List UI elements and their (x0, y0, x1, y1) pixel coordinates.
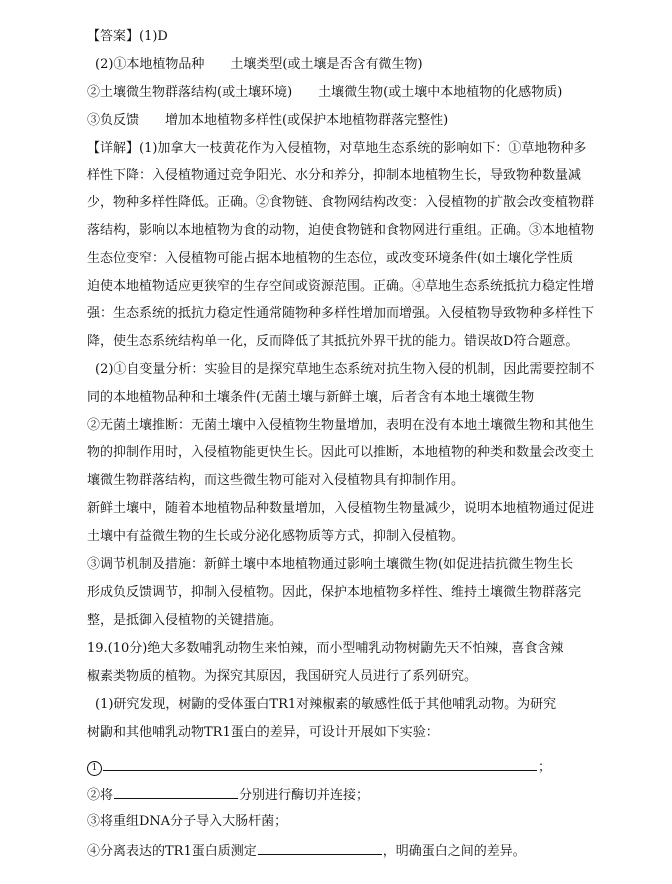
answer-blank-3[interactable] (258, 841, 382, 855)
answer-line-4: ③负反馈 增加本地植物多样性(或保护本地植物群落完整性) (87, 113, 449, 128)
explanation-line: ③调节机制及措施：新鲜土壤中本地植物通过影响土壤微生物(如促进拮抗微生物生长 (87, 557, 574, 572)
answer-blank-2[interactable] (114, 785, 238, 799)
answer-line-3: ②土壤微生物群落结构(或土壤环境) 土壤微生物(或土壤中本地植物的化感物质) (87, 85, 563, 100)
explanation-line: 落结构，影响以本地植物为食的动物，迫使食物链和食物网进行重组。正确。③本地植物 (87, 223, 595, 238)
explanation-line: 迫使本地植物适应更狭窄的生存空间或资源范围。正确。④草地生态系统抵抗力稳定性增 (87, 279, 595, 294)
step-4-suffix: ，明确蛋白之间的差异。 (382, 844, 526, 859)
explanation-line: 壤微生物群落结构，而这些微生物可能对入侵植物具有抑制作用。 (87, 473, 465, 488)
step-number-1: 1 (87, 761, 102, 776)
explanation-line: 少，物种多样性降低。正确。②食物链、食物网结构改变：入侵植物的扩散会改变植物群 (87, 195, 595, 210)
explanation-line: (2)①自变量分析：实验目的是探究草地生态系统对抗生物入侵的机制，因此需要控制不 (95, 362, 595, 377)
step-2-prefix: ②将 (87, 788, 114, 803)
explanation-line: 土壤中有益微生物的生长或分泌化感物质等方式，抑制入侵植物。 (87, 529, 465, 544)
explanation-line: 新鲜土壤中，随着本地植物品种数量增加，入侵植物生物量减少，说明本地植物通过促进 (87, 501, 595, 516)
question-19-title: 19.(10分)绝大多数哺乳动物生来怕辣，而小型哺乳动物树鼩先天不怕辣，喜食含辣 (87, 641, 564, 656)
answer-heading: 【答案】(1)D (87, 29, 168, 44)
explanation-line: 同的本地植物品种和土壤条件(无菌土壤与新鲜土壤，后者含有本地土壤微生物 (87, 390, 535, 405)
question-line: 椒素类物质的植物。为探究其原因，我国研究人员进行了系列研究。 (87, 669, 478, 684)
step-2-suffix: 分别进行酶切并连接； (239, 788, 370, 803)
explanation-line: 物的抑制作用时，入侵植物能更快生长。因此可以推断，本地植物的种类和数量会改变土 (87, 445, 595, 460)
step-1-end: ； (538, 760, 552, 775)
explanation-line: 形成负反馈调节，抑制入侵植物。因此，保护本地植物多样性、维持土壤微生物群落完 (87, 585, 582, 600)
step-4-prefix: ④分离表达的TR1蛋白质测定 (87, 844, 257, 859)
step-3-line: ③将重组DNA分子导入大肠杆菌； (87, 814, 288, 829)
question-line: (1)研究发现，树鼩的受体蛋白TR1对辣椒素的敏感性低于其他哺乳动物。为研究 (95, 697, 557, 712)
answer-line-2: (2)①本地植物品种 土壤类型(或土壤是否含有微生物) (95, 57, 423, 72)
step-4-line (87, 841, 526, 861)
explanation-line: 【详解】(1)加拿大一枝黄花作为入侵植物，对草地生态系统的影响如下：①草地物种多 (87, 141, 587, 156)
answer-blank-1[interactable] (103, 757, 537, 771)
explanation-line: 样性下降：入侵植物通过竞争阳光、水分和养分，抑制本地植物生长，导致物种数量减 (87, 168, 582, 183)
explanation-line: 强：生态系统的抵抗力稳定性通常随物种多样性增加而增强。入侵植物导致物种多样性下 (87, 306, 595, 321)
explanation-line: 降，使生态系统结构单一化，反而降低了其抵抗外界干扰的能力。错误故D符合题意。 (87, 334, 579, 349)
explanation-line: 生态位变窄：入侵植物可能占据本地植物的生态位，或改变环境条件(如土壤化学性质 (87, 251, 574, 266)
step-2-line (87, 785, 369, 805)
explanation-line: ②无菌土壤推断：无菌土壤中入侵植物生物量增加，表明在没有本地土壤微生物和其他生 (87, 418, 595, 433)
explanation-line: 整，是抵御入侵植物的关键措施。 (87, 613, 283, 628)
step-1-line (87, 757, 551, 777)
question-line: 树鼩和其他哺乳动物TR1蛋白的差异，可设计开展如下实验： (87, 725, 439, 740)
